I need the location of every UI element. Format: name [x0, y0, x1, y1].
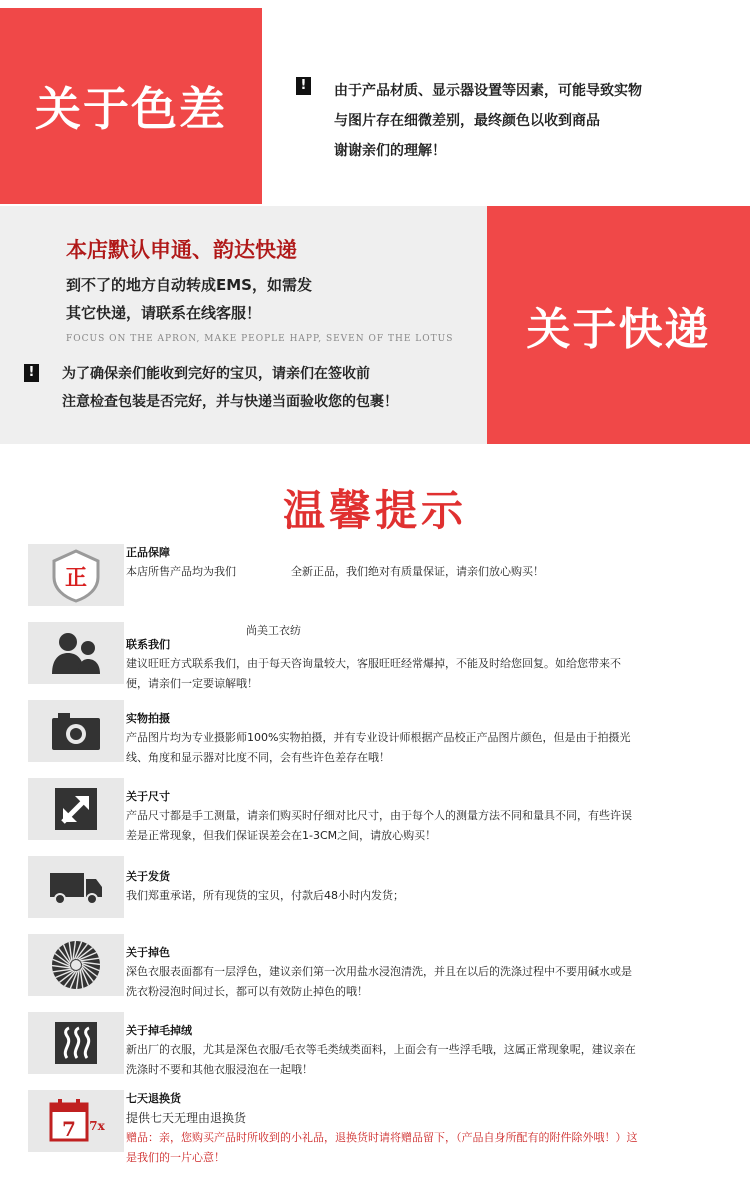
tip-title: 关于掉色: [126, 946, 170, 959]
shipping-title: 关于快递: [526, 304, 711, 355]
color-difference-text: [334, 76, 744, 166]
color-difference-banner: [0, 8, 262, 204]
color-difference-title: 关于色差: [35, 82, 227, 136]
tip-title: 关于尺寸: [126, 790, 170, 803]
shipping-banner: [487, 206, 750, 444]
tip-photo: [28, 700, 728, 766]
tip-text: 差是正常现象，但我们保证误差会在1-3CM之间，请放心购买！: [126, 829, 437, 842]
color-line: 谢谢亲们的理解！: [334, 143, 446, 159]
tip-title: 关于发货: [126, 870, 170, 883]
exclamation-icon: !: [24, 364, 39, 382]
tip-contact: [28, 622, 728, 688]
tip-title: 正品保障: [126, 546, 170, 559]
tip-title: 七天退换货: [126, 1092, 181, 1105]
shipping-section: [0, 206, 750, 444]
color-difference-section: [0, 8, 750, 204]
tip-text: 线、角度和显示器对比度不同，会有些许色差存在哦！: [126, 751, 390, 764]
calendar-7day-icon: [28, 1090, 124, 1152]
shipping-note: 为了确保亲们能收到完好的宝贝，请亲们在签收前: [62, 366, 370, 382]
tip-title: 关于掉毛掉绒: [126, 1024, 192, 1037]
color-line: 与图片存在细微差别，最终颜色以收到商品: [334, 113, 600, 129]
tips-title: 温馨提示: [282, 486, 467, 535]
shipping-line: 其它快递，请联系在线客服！: [66, 304, 262, 322]
tip-text-gift: 赠品：亲，您购买产品时所收到的小礼品，退换货时请将赠品留下，（产品自身所配有的附件除外哦！）这: [126, 1131, 638, 1144]
color-line: 由于产品材质、显示器设置等因素，可能导致实物: [334, 83, 642, 99]
truck-icon: [28, 856, 124, 918]
tip-delivery: [28, 856, 728, 922]
tip-authentic: [28, 544, 728, 610]
tip-fading: [28, 934, 728, 1000]
tip-lint: [28, 1012, 728, 1078]
exclamation-icon: !: [296, 77, 311, 95]
tip-text: 产品尺寸都是手工测量，请亲们购买时仔细对比尺寸，由于每个人的测量方法不同和量具不同，有些许误: [126, 809, 632, 822]
tip-text: 我们郑重承诺，所有现货的宝贝，付款后48小时内发货；: [126, 889, 404, 902]
tip-title: 联系我们: [126, 638, 170, 651]
tip-text: 产品图片均为专业摄影师100%实物拍摄，并有专业设计师根据产品校正产品图片颜色，但是由于拍摄光: [126, 731, 631, 744]
brand-note: 尚美工衣纺: [246, 624, 301, 637]
tip-text: 本店所售产品均为我们 全新正品，我们绝对有质量保证，请亲们放心购买！: [126, 565, 544, 578]
tip-text: 洗涤时不要和其他衣服浸泡在一起哦！: [126, 1063, 313, 1076]
tip-text: 新出厂的衣服，尤其是深色衣服/毛衣等毛类绒类面料，上面会有一些浮毛哦，这属正常现象呢，建议亲在: [126, 1043, 636, 1056]
tip-text: 洗衣粉浸泡时间过长，都可以有效防止掉色的哦！: [126, 985, 368, 998]
tip-size: [28, 778, 728, 844]
tip-text: 建议旺旺方式联系我们，由于每天咨询量较大，客服旺旺经常爆掉，不能及时给您回复。如给您带来不: [126, 657, 621, 670]
resize-arrow-icon: [28, 778, 124, 840]
tip-text: 便，请亲们一定要谅解哦！: [126, 677, 258, 690]
camera-icon: [28, 700, 124, 762]
svg-text:正: 正: [64, 566, 88, 591]
shipping-headline: 本店默认申通、韵达快递: [66, 238, 297, 262]
svg-text:7x: 7x: [89, 1119, 105, 1133]
lint-waves-icon: [28, 1012, 124, 1074]
tip-text: 提供七天无理由退换货: [126, 1111, 247, 1125]
shipping-line: 到不了的地方自动转成EMS，如需发: [66, 276, 312, 294]
shipping-note: 注意检查包装是否完好，并与快递当面验收您的包裹！: [62, 394, 398, 410]
shield-icon: [28, 544, 124, 606]
contact-people-icon: [28, 622, 124, 684]
svg-text:7: 7: [62, 1117, 76, 1141]
tip-text-gift: 是我们的一片心意！: [126, 1151, 225, 1164]
tip-title: 实物拍摄: [126, 712, 170, 725]
tip-returns: [28, 1090, 728, 1164]
fade-swirl-icon: [28, 934, 124, 996]
english-slogan: FOCUS ON THE APRON, MAKE PEOPLE HAPP, SEVEN OF THE LOTUS: [66, 334, 454, 344]
tip-text: 深色衣服表面都有一层浮色，建议亲们第一次用盐水浸泡清洗，并且在以后的洗涤过程中不要用碱水或是: [126, 965, 632, 978]
